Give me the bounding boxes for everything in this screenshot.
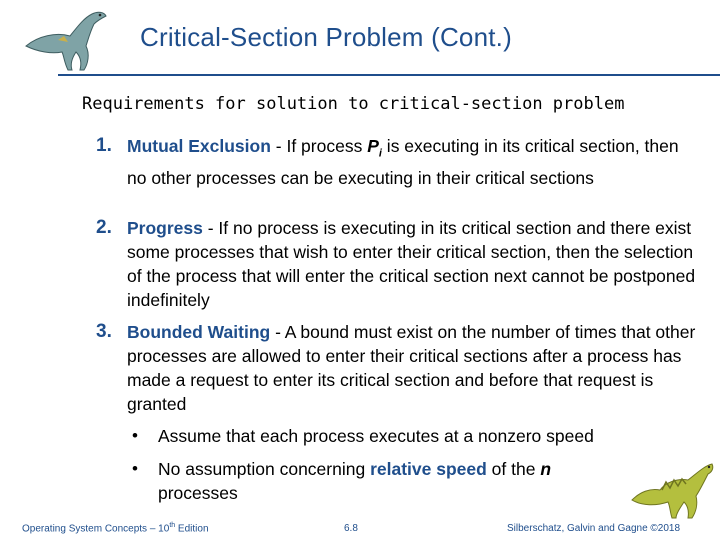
bullet-text-end: processes: [158, 483, 238, 503]
bullet-marker: •: [132, 459, 138, 478]
bullet-marker: •: [132, 426, 138, 445]
requirement-number: 3.: [96, 321, 112, 342]
bullet-emphasis: relative speed: [370, 459, 487, 479]
bullet-variable: n: [540, 459, 552, 479]
slide-title: Critical-Section Problem (Cont.): [140, 22, 512, 52]
dinosaur-icon: [18, 6, 114, 74]
footer-authors: Silberschatz, Galvin and Gagne ©2018: [507, 523, 681, 534]
requirement-text: - If no process is executing in its critical section and there exist some processes that wish to enter their critical section, then the selection of the process that will enter the critical section next cannot be postponed indefinitely: [127, 218, 696, 310]
intro-text: Requirements for solution to critical-section problem: [82, 94, 625, 114]
footer-book-title: Operating System Concepts – 10th Edition: [22, 521, 209, 534]
title-divider: [58, 74, 720, 76]
bullet-text: Assume that each process executes at a nonzero speed: [158, 426, 594, 446]
bullet-text: No assumption concerning: [158, 459, 371, 479]
bullet-relative-speed: [132, 457, 612, 505]
requirement-number: 1.: [96, 135, 112, 156]
requirement-text: - If process: [270, 136, 368, 156]
requirement-term: Bounded Waiting: [127, 322, 271, 342]
bullet-nonzero-speed: [132, 424, 612, 448]
requirement-text-continued: is executing in its critical section, then no other processes can be executing in their critical sections: [127, 136, 679, 188]
bullet-text-middle: of the: [486, 459, 541, 479]
requirement-bounded-waiting: [96, 320, 696, 416]
requirement-progress: [96, 216, 696, 312]
requirement-term: Progress: [127, 218, 203, 238]
requirement-number: 2.: [96, 217, 112, 238]
footer-page-number: 6.8: [344, 523, 358, 534]
requirement-text: - A bound must exist on the number of times that other processes are allowed to enter their critical sections after a process has made a request to enter its critical section and before that request is granted: [127, 322, 696, 414]
process-symbol: $P_i$: [367, 136, 382, 160]
requirement-term: Mutual Exclusion: [127, 136, 271, 156]
dinosaur-icon: [626, 452, 718, 522]
requirement-mutual-exclusion: [96, 134, 696, 190]
